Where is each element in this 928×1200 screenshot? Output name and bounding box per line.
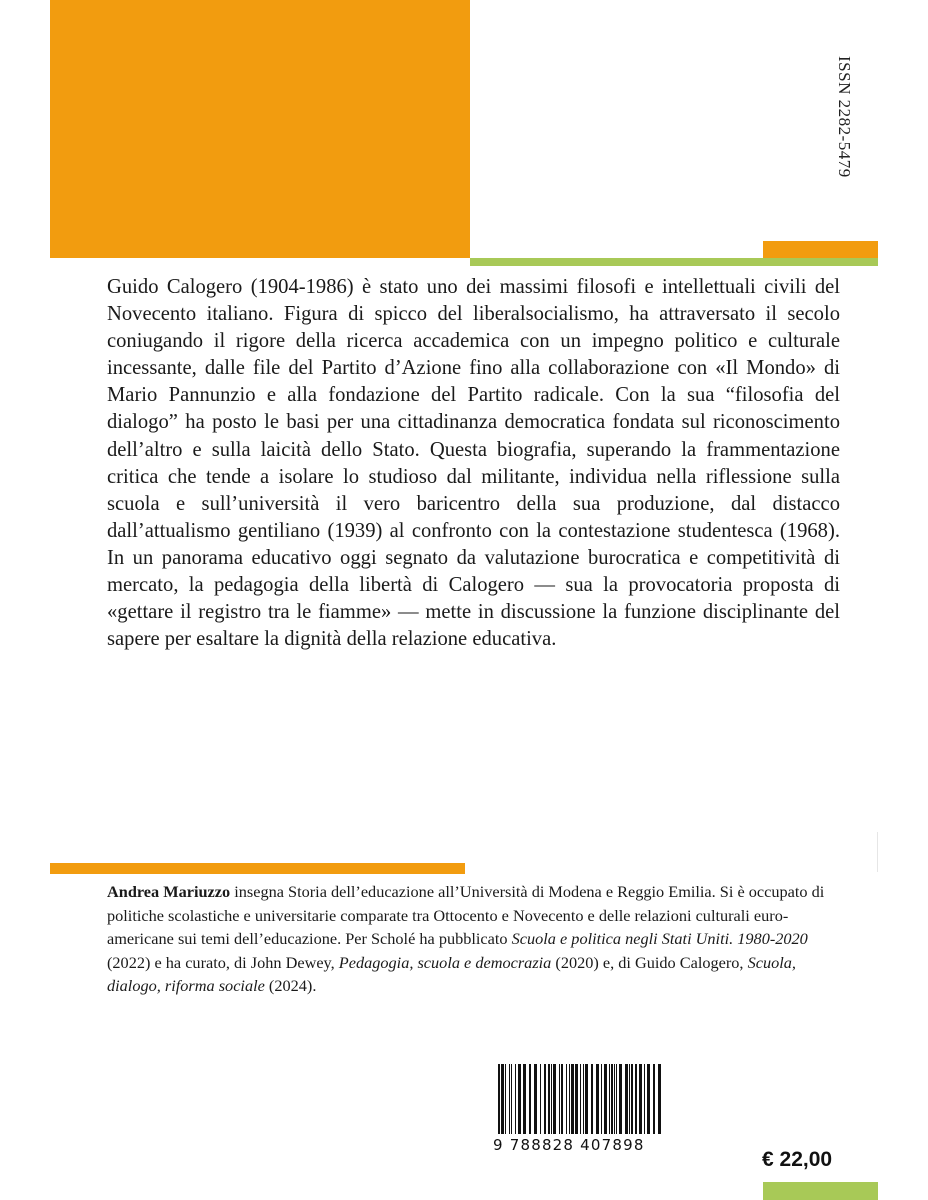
book-title: Pedagogia, scuola e democrazia xyxy=(338,952,552,972)
barcode-bar xyxy=(631,1064,633,1134)
barcode-bar xyxy=(551,1064,552,1134)
barcode-bar xyxy=(580,1064,581,1134)
barcode-bar xyxy=(619,1064,622,1134)
barcode-bar xyxy=(509,1064,510,1134)
author-bio xyxy=(107,880,843,998)
price-label: € 22,00 xyxy=(762,1148,833,1171)
book-title: Scuola, dialogo, riforma sociale xyxy=(107,952,796,996)
book-title: Scuola e politica negli Stati Uniti. 1980-2020 xyxy=(511,929,808,949)
barcode-bar xyxy=(583,1064,584,1134)
barcode-bar xyxy=(561,1064,563,1134)
author-bio-text: (2020) e, di Guido Calogero, xyxy=(551,952,748,972)
barcode-bar xyxy=(515,1064,516,1134)
author-bio-text: (2022) e ha curato, di John Dewey, xyxy=(107,952,339,972)
barcode-bar xyxy=(501,1064,504,1134)
orange-divider-bar xyxy=(50,863,465,874)
barcode-bar xyxy=(553,1064,556,1134)
barcode-bar xyxy=(635,1064,637,1134)
author-bio-text: (2024). xyxy=(264,976,317,996)
barcode-bar xyxy=(566,1064,567,1134)
barcode-bar xyxy=(653,1064,655,1134)
barcode-bar xyxy=(529,1064,531,1134)
barcode-bar xyxy=(518,1064,521,1134)
barcode-icon xyxy=(490,1064,670,1136)
barcode-bar xyxy=(505,1064,506,1134)
barcode-bar xyxy=(601,1064,602,1134)
orange-accent-bar xyxy=(763,241,878,258)
barcode-bar xyxy=(616,1064,617,1134)
author-bio-text: insegna Storia dell’educazione all’Università di Modena e Reggio Emilia. Si è occupato di politiche scolastiche e universitarie comparate tra Ottocento e Novecento e delle relazioni culturali euro-americane sui temi dell’educazione. Per Scholé ha pubblicato xyxy=(107,882,825,949)
isbn-digits: 9 788828 407898 xyxy=(493,1136,645,1154)
barcode-bar xyxy=(658,1064,661,1134)
author-name: Andrea Mariuzzo xyxy=(107,882,231,901)
issn-label: ISSN 2282-5479 xyxy=(835,56,854,178)
barcode-bar xyxy=(629,1064,630,1134)
barcode-bar xyxy=(591,1064,593,1134)
barcode-bar xyxy=(604,1064,607,1134)
barcode-bar xyxy=(644,1064,645,1134)
green-accent-bar xyxy=(470,258,878,266)
barcode-bar xyxy=(498,1064,500,1134)
orange-color-block xyxy=(50,0,470,258)
barcode-bar xyxy=(534,1064,537,1134)
barcode-bar xyxy=(611,1064,613,1134)
barcode-bar xyxy=(609,1064,610,1134)
barcode-bar xyxy=(585,1064,588,1134)
barcode-bar xyxy=(540,1064,541,1134)
barcode-bar xyxy=(523,1064,526,1134)
barcode-bar xyxy=(511,1064,512,1134)
green-corner-block xyxy=(763,1182,878,1200)
side-rule xyxy=(877,832,878,872)
barcode-bar xyxy=(548,1064,550,1134)
back-cover-description: Guido Calogero (1904-1986) è stato uno dei massimi filosofi e intellettuali civili del Novecento italiano. Figura di spicco del liberalsocialismo, ha attraversato il secolo coniugando il rigore della ricerca accademica con un impegno politico e culturale incessante, dalle file del Partito d’Azione fino alla collaborazione con «Il Mondo» di Mario Pannunzio e alla fondazione del Partito radicale. Con la sua “filosofia del dialogo” ha posto le basi per una cittadinanza democratica fondata sul riconoscimento dell’altro e sulla laicità dello Stato. Questa biografia, superando la frammentazione critica che tende a isolare lo studioso dal militante, individua nella riflessione sulla scuola e sull’università il vero baricentro della sua produzione, dal distacco dall’attualismo gentiliano (1939) al confronto con la contestazione studentesca (1968). In un panorama educativo oggi segnato da valutazione burocratica e competitività di mercato, la pedagogia della libertà di Calogero — sua la provocatoria proposta di «gettare il registro tra le fiamme» — mette in discussione la funzione disciplinante del sapere per esaltare la dignità della relazione educativa. xyxy=(107,276,840,651)
barcode-bar xyxy=(571,1064,574,1134)
barcode-bar xyxy=(647,1064,650,1134)
barcode-bar xyxy=(639,1064,642,1134)
barcode-bar xyxy=(569,1064,570,1134)
barcode-bar xyxy=(575,1064,578,1134)
barcode-bar xyxy=(544,1064,546,1134)
barcode-bar xyxy=(596,1064,599,1134)
barcode-bar xyxy=(614,1064,615,1134)
barcode-bar xyxy=(559,1064,560,1134)
barcode-bar xyxy=(625,1064,628,1134)
